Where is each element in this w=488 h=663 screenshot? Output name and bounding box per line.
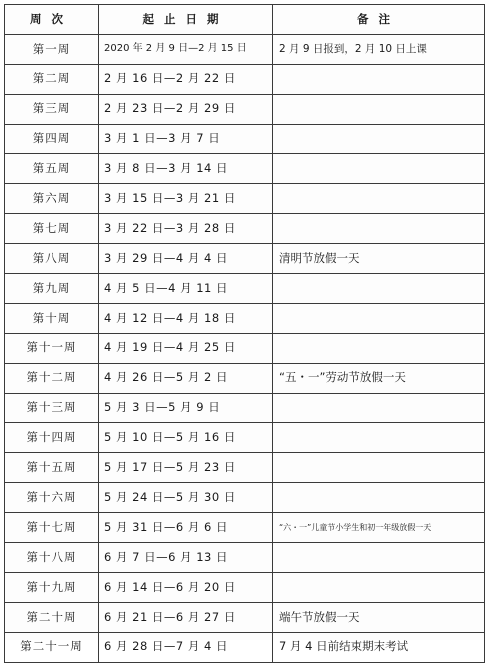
table-row	[5, 94, 485, 124]
note-cell: 端午节放假一天	[273, 602, 485, 632]
week-cell: 第十六周	[5, 483, 99, 513]
table-row	[5, 513, 485, 543]
dates-cell: 5 月 17 日—5 月 23 日	[99, 453, 273, 483]
note-cell	[273, 214, 485, 244]
note-cell: 2 月 9 日报到，2 月 10 日上课	[273, 34, 485, 64]
note-cell: 7 月 4 日前结束期末考试	[273, 632, 485, 662]
table-row	[5, 64, 485, 94]
week-cell: 第十四周	[5, 423, 99, 453]
table-row	[5, 303, 485, 333]
table-row	[5, 363, 485, 393]
week-cell: 第五周	[5, 154, 99, 184]
table-row	[5, 244, 485, 274]
note-cell	[273, 124, 485, 154]
table-row	[5, 34, 485, 64]
week-cell: 第九周	[5, 274, 99, 304]
dates-cell: 6 月 7 日—6 月 13 日	[99, 543, 273, 573]
dates-cell: 5 月 3 日—5 月 9 日	[99, 393, 273, 423]
note-cell	[273, 94, 485, 124]
week-cell: 第十一周	[5, 333, 99, 363]
note-cell	[273, 572, 485, 602]
note-cell: “六・一”儿童节小学生和初一年级放假一天	[273, 513, 485, 543]
week-cell: 第十五周	[5, 453, 99, 483]
header-note: 备注	[273, 5, 485, 35]
table-row	[5, 572, 485, 602]
dates-cell: 5 月 24 日—5 月 30 日	[99, 483, 273, 513]
note-cell	[273, 423, 485, 453]
note-cell: 清明节放假一天	[273, 244, 485, 274]
table-row	[5, 184, 485, 214]
week-cell: 第二周	[5, 64, 99, 94]
week-cell: 第三周	[5, 94, 99, 124]
week-cell: 第十七周	[5, 513, 99, 543]
table-row	[5, 333, 485, 363]
dates-cell: 6 月 14 日—6 月 20 日	[99, 572, 273, 602]
week-cell: 第十周	[5, 303, 99, 333]
note-cell	[273, 154, 485, 184]
dates-cell: 2020 年 2 月 9 日—2 月 15 日	[99, 34, 273, 64]
week-cell: 第八周	[5, 244, 99, 274]
table-row	[5, 124, 485, 154]
dates-cell: 2 月 23 日—2 月 29 日	[99, 94, 273, 124]
header-week: 周次	[5, 5, 99, 35]
week-cell: 第四周	[5, 124, 99, 154]
week-cell: 第十九周	[5, 572, 99, 602]
dates-cell: 3 月 15 日—3 月 21 日	[99, 184, 273, 214]
dates-cell: 4 月 19 日—4 月 25 日	[99, 333, 273, 363]
table-row	[5, 602, 485, 632]
note-cell	[273, 274, 485, 304]
week-cell: 第二十周	[5, 602, 99, 632]
table-row	[5, 632, 485, 662]
dates-cell: 4 月 12 日—4 月 18 日	[99, 303, 273, 333]
header-dates: 起止日期	[99, 5, 273, 35]
dates-cell: 3 月 1 日—3 月 7 日	[99, 124, 273, 154]
note-cell	[273, 303, 485, 333]
note-cell	[273, 64, 485, 94]
note-cell	[273, 184, 485, 214]
week-cell: 第十二周	[5, 363, 99, 393]
week-cell: 第一周	[5, 34, 99, 64]
note-cell	[273, 333, 485, 363]
table-row	[5, 214, 485, 244]
dates-cell: 3 月 8 日—3 月 14 日	[99, 154, 273, 184]
table-row	[5, 453, 485, 483]
dates-cell: 5 月 31 日—6 月 6 日	[99, 513, 273, 543]
week-cell: 第七周	[5, 214, 99, 244]
semester-schedule-table	[4, 4, 485, 663]
note-cell: “五・一”劳动节放假一天	[273, 363, 485, 393]
schedule-sheet	[4, 4, 484, 654]
table-row	[5, 274, 485, 304]
table-row	[5, 483, 485, 513]
table-row	[5, 543, 485, 573]
note-cell	[273, 453, 485, 483]
dates-cell: 4 月 26 日—5 月 2 日	[99, 363, 273, 393]
table-row	[5, 154, 485, 184]
dates-cell: 2 月 16 日—2 月 22 日	[99, 64, 273, 94]
note-cell	[273, 543, 485, 573]
table-row	[5, 423, 485, 453]
table-row	[5, 393, 485, 423]
week-cell: 第十三周	[5, 393, 99, 423]
dates-cell: 4 月 5 日—4 月 11 日	[99, 274, 273, 304]
dates-cell: 6 月 28 日—7 月 4 日	[99, 632, 273, 662]
week-cell: 第二十一周	[5, 632, 99, 662]
week-cell: 第十八周	[5, 543, 99, 573]
dates-cell: 3 月 22 日—3 月 28 日	[99, 214, 273, 244]
note-cell	[273, 393, 485, 423]
dates-cell: 6 月 21 日—6 月 27 日	[99, 602, 273, 632]
dates-cell: 3 月 29 日—4 月 4 日	[99, 244, 273, 274]
note-cell	[273, 483, 485, 513]
dates-cell: 5 月 10 日—5 月 16 日	[99, 423, 273, 453]
week-cell: 第六周	[5, 184, 99, 214]
header-row	[5, 5, 485, 35]
